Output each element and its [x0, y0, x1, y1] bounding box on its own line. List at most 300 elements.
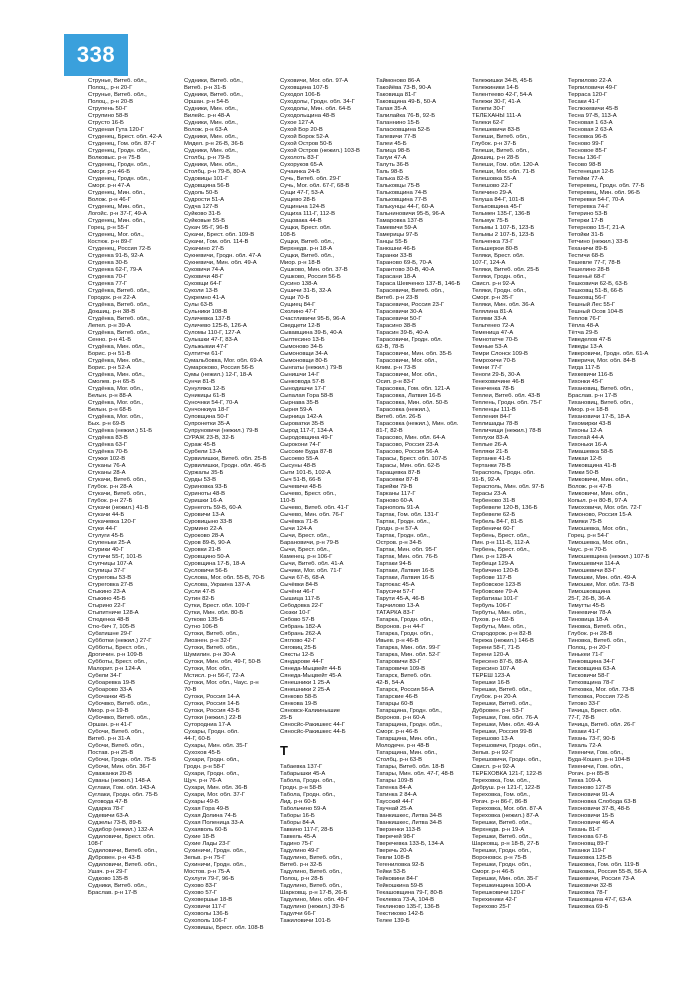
index-entry: Тарнополь 91-А: [376, 505, 420, 511]
index-entry: Телешовка 55-А: [472, 176, 517, 182]
index-entry: Тичица, Брест. обл.: [568, 708, 622, 714]
index-entry: Сущиец 84-Г: [280, 302, 316, 308]
index-entry: Сухохов 45-Б: [184, 750, 221, 756]
index-entry: Осип. р-н 83-Г: [376, 379, 416, 385]
index-entry: Столбц. р-н 63-В: [376, 757, 423, 763]
index-entry: Тихкевичи 116-Б: [568, 372, 614, 378]
index-entry: Тишковщина 47-Г, 63-А: [568, 897, 632, 903]
index-entry: Татарцы 60-В: [376, 701, 414, 707]
index-entry: Сущовака 44-В: [280, 218, 322, 224]
index-entry: Тельмы 1 107-Б, 123-Б: [472, 225, 535, 231]
index-entry: Суслова, Украина 137-А: [184, 582, 251, 588]
index-entry: Сухие 18-В: [184, 834, 215, 840]
index-entry: Тванкишкес, Литва 34-В: [376, 820, 442, 826]
index-entry: Щуч. р-н 76-А: [184, 778, 222, 784]
index-entry: Тиверовичи, Гродн. обл. 61-А: [568, 351, 649, 357]
index-entry: Тихомирки 43-В: [568, 421, 612, 427]
index-entry: Тарасевки 87-В: [376, 477, 419, 483]
index-entry: Табаевка 137-Г: [280, 764, 323, 770]
index-entry: Сушково, Мин. обл. 37-В: [280, 267, 348, 273]
index-entry: Тартак, Мин. обл. 76-Б: [376, 554, 438, 560]
index-entry: Сурмино 22-А: [184, 526, 223, 532]
index-entry: 81-Г, 82-В: [376, 428, 403, 434]
index-entry: Субоаревка 19-В: [88, 680, 135, 686]
index-entry: Теклевка 73-А, 104-В: [376, 897, 435, 903]
index-entry: Тетеревец, Гродн. обл. 77-Б: [568, 183, 645, 189]
index-entry: Темри Слонск 109-В: [472, 351, 528, 357]
index-entry: Судники, Мин. обл.,: [184, 134, 238, 140]
index-entry: Сукачи, Гом. обл. 114-В: [184, 239, 249, 245]
index-entry: Судовщина 56-В: [184, 183, 230, 189]
index-entry: Сутоки, Россия 14-Б: [184, 701, 240, 707]
index-entry: Терешово 13-А: [472, 736, 514, 742]
index-entry: Таласковщина 52-Б: [376, 127, 430, 133]
index-entry: Суковичи 48-Г: [184, 274, 224, 280]
index-entry: Суповщина 50-Г: [184, 414, 229, 420]
index-entry: 44-Г, 60-Б: [184, 736, 211, 742]
index-entry: Рогач. р-н 86-Г, 86-В: [472, 799, 528, 805]
index-entry: Сырнава 35-В: [280, 400, 319, 406]
index-entry: 108-Б: [280, 232, 296, 238]
index-entry: Сморг. р-н 46-Б: [88, 169, 131, 175]
index-entry: Тепляки 21-Б: [472, 449, 509, 455]
index-entry: Сырня 59-А: [280, 407, 313, 413]
index-entry: Суночнки 54-Г, 70-А: [184, 400, 239, 406]
index-entry: Витеб. р-н 23-В: [376, 295, 419, 301]
index-entry: Супронетки 35-А: [184, 421, 230, 427]
index-entry: Тетчино (нежил.) 33-Б: [568, 239, 629, 245]
index-entry: Тертанки 78-В: [472, 463, 511, 469]
index-entry: Сырокони 74-Г: [280, 442, 321, 448]
index-entry: Татинка 2 84-А: [376, 792, 417, 798]
index-entry: Судча 127-В: [184, 204, 219, 210]
index-entry: Талица 98-Б: [376, 148, 411, 154]
index-entry: Студенка 70-Г: [88, 274, 128, 280]
index-entry: Тимошки, Мин. обл. 49-А: [568, 575, 637, 581]
index-entry: Тихоны 12-А: [568, 428, 603, 434]
index-entry: Тереховка, Мог. обл. 87-А: [472, 806, 542, 812]
index-entry: Стыпитниче 128-А: [88, 610, 139, 616]
index-entry: Татары 109-В: [376, 778, 414, 784]
index-entry: Сухая Поленица 33-А: [184, 820, 244, 826]
index-entry: Табарышки 45-А: [280, 771, 326, 777]
index-entry: Сутоки, Витеб. обл.,: [184, 645, 240, 651]
index-entry: Тинькеи 71-Г: [568, 652, 604, 658]
index-entry: Клим. р-н 73-В: [376, 365, 417, 371]
index-entry: Студенец, Мин. обл.,: [88, 190, 146, 196]
index-entry: Тарасовка (нежил.),: [376, 407, 431, 413]
index-entry: Тишковичи 32-В: [568, 883, 613, 889]
index-entry: Студёнка, Витеб. обл.,: [88, 302, 150, 308]
index-entry: Глубок. р-н 37-Б: [472, 141, 517, 147]
index-column-2: [184, 78, 274, 978]
index-entry: Тарасевичи, Россия 23-Г: [376, 302, 445, 308]
index-entry: Сущи 47-Г, 53-А: [280, 190, 324, 196]
index-entry: Тадулино, Витеб. обл.,: [280, 855, 343, 861]
index-entry: Тигда 117-Б: [568, 365, 601, 371]
index-entry: Тихонки 45-Г: [568, 379, 604, 385]
index-entry: Тамевичи 59-А: [376, 225, 417, 231]
index-entry: Субочвко, Витеб. обл.,: [88, 715, 150, 721]
index-entry: Тимошевщина (нежил.) 107-Б: [568, 554, 650, 560]
index-entry: Сморг. р-н 46-Б: [472, 869, 515, 875]
index-entry: Судиловичи, Витеб. обл.,: [88, 848, 158, 854]
index-entry: Терешки, Витеб. обл.,: [472, 701, 532, 707]
index-entry: Тартаки 94-Б: [376, 561, 412, 567]
index-entry: Тальковщина 74-В: [376, 190, 427, 196]
index-entry: Витеб. р-н 32-Б: [280, 862, 323, 868]
index-entry: Тельмен 135-Г, 136-В: [472, 211, 531, 217]
index-entry: Сычево, Мин. обл. 76-Г: [280, 512, 344, 518]
index-entry: Сутки, Мин. обл. 80-Б: [184, 610, 244, 616]
index-entry: Гродн. р-н 58-В: [280, 785, 322, 791]
index-entry: Тиверичи, Мог. обл. 84-В: [568, 358, 636, 364]
index-entry: Студеная Гута 120-Г: [88, 127, 145, 133]
page-number: 338: [76, 42, 116, 67]
index-entry: Сымоновщи 34-А: [280, 351, 328, 357]
index-column-5: [472, 78, 562, 978]
index-entry: Тересино 107-А: [472, 666, 516, 672]
index-entry: Судники, Мин. обл.,: [184, 106, 238, 112]
index-entry: Тадулино, Мин. обл. 49-Г: [280, 897, 349, 903]
index-entry: 77-Г, 78-В: [568, 715, 595, 721]
index-entry: Рогач. р-н 85-В: [568, 771, 610, 777]
index-entry: Стужки 102-В: [88, 456, 126, 462]
index-entry: Стародорож. р-н 82-В: [472, 631, 532, 637]
index-entry: Татарские 46-В: [376, 694, 418, 700]
index-entry: Сянеда-Мыцвейт 44-Б: [280, 666, 342, 672]
index-entry: Тальковщина 77-В: [376, 197, 427, 203]
index-entry: Терешки, Витеб. обл.,: [472, 834, 532, 840]
index-entry: Суховщина 107-Б: [280, 85, 329, 91]
index-entry: Сухлуги 79-Г, 96-Б: [184, 876, 235, 882]
index-entry: Сусино 138-А: [280, 281, 318, 287]
index-entry: Тарасы, Мин. обл. 62-Б: [376, 463, 440, 469]
place-index: [88, 78, 658, 978]
index-entry: 107-Г, 124-А: [472, 260, 506, 266]
index-entry: Сухово 57-Г: [184, 890, 218, 896]
index-entry: Себодовка 22-Г: [280, 603, 324, 609]
index-entry: Тверечь 20-А: [376, 848, 413, 854]
index-entry: Тербуты, Мин. обл.,: [472, 610, 527, 616]
index-entry: Татары, Мин. обл. 47-Г, 48-В: [376, 771, 454, 777]
index-entry: Терасполь, Мин. обл. 97-Б: [472, 484, 545, 490]
index-entry: Студёнка 83-В: [88, 435, 128, 441]
index-entry: Сынишчи 14-Г: [280, 372, 320, 378]
index-entry: Витеб. р-н 31-Б: [184, 85, 227, 91]
index-entry: Тамаровка 137-В: [376, 218, 423, 224]
index-entry: Сукач 95-Г, 96-В: [184, 225, 229, 231]
index-entry: Тихоновичи 91-А: [568, 792, 615, 798]
index-entry: Терешки 16-В: [472, 680, 510, 686]
index-entry: Сысские Буда 87-В: [280, 449, 333, 455]
index-entry: Сычёвка 71-Б: [280, 519, 318, 525]
index-entry: Тарново 60-А: [376, 498, 413, 504]
index-entry: Телуша 84-Г, 101-В: [472, 197, 525, 203]
index-entry: Сяновск-Калиинышие: [280, 708, 341, 714]
index-entry: Тарасани 18-А: [376, 274, 417, 280]
index-entry: Тимкаи 12-Б: [568, 456, 602, 462]
index-entry: Сычики, Мог. обл. 71-Г: [280, 568, 342, 574]
index-entry: Тётча 29-Б: [568, 330, 598, 336]
index-entry: Сукачи, Брест. обл. 109-В: [184, 232, 255, 238]
index-entry: Таймоново 86-А: [376, 78, 421, 84]
index-entry: Тербовское 123-В: [472, 582, 522, 588]
index-entry: Сведцети 12-В: [280, 323, 321, 329]
index-entry: Стукачевка 120-Г: [88, 519, 136, 525]
index-entry: Костюк. р-н 89-Г: [88, 239, 133, 245]
index-entry: Таль 98-Б: [376, 169, 404, 175]
index-entry: Теплые 26-А: [472, 442, 507, 448]
index-entry: Тимошевка, Мог. обл.,: [568, 540, 629, 546]
index-entry: Сывавщина 39-Б, 40-А: [280, 330, 343, 336]
index-entry: Суходолы, Мин. обл. 64-Б: [280, 106, 351, 112]
index-entry: Телялина 81-А: [472, 309, 513, 315]
index-entry: Стуканы 28-А: [88, 470, 126, 476]
index-entry: Белын. р-н 68-Б: [88, 407, 132, 413]
index-entry: Тестенецая 12-Б: [568, 169, 614, 175]
index-entry: Тихоновщ 89-Г: [568, 841, 609, 847]
index-entry: Судевичи 63-А: [88, 813, 129, 819]
index-entry: Тегениловка 92-Б: [376, 862, 425, 868]
index-entry: Тихановиц, Витеб. обл.,: [568, 386, 634, 392]
index-entry: Тенеховичине 46-В: [472, 379, 525, 385]
index-entry: Вилейс. р-н 48-А: [184, 113, 231, 119]
index-entry: Мядел. р-н 26-В, 36-Б: [184, 141, 244, 147]
index-entry: Субботки (нежил.) 27-Г: [88, 638, 152, 644]
index-entry: Сурбели 13-А: [184, 449, 222, 455]
index-entry: Струпино 58-В: [88, 113, 129, 119]
index-entry: Сысоево 55-А: [280, 456, 319, 462]
index-entry: Стю-бич 7, 105-В: [88, 624, 135, 630]
index-entry: Терешковичи 120-Г: [472, 890, 526, 896]
index-entry: Тельмы 2 107-Б, 123-Б: [472, 232, 535, 238]
index-entry: Тиновка, Витеб. обл.,: [568, 624, 627, 630]
index-entry: Тиведы 13-А: [568, 344, 603, 350]
index-entry: Тешелино 28-В: [568, 267, 610, 273]
index-entry: Тереховка, Гом. обл.,: [472, 778, 530, 784]
index-entry: Сычево, Витеб. обл. 41-Г: [280, 505, 349, 511]
index-entry: Тесновка 96-Б: [568, 134, 608, 140]
index-entry: Телечино 29-А: [472, 190, 512, 196]
index-entry: Стырино 22-Г: [88, 603, 126, 609]
index-entry: Студенец, Россия 72-Б: [88, 246, 151, 252]
index-entry: Сысуны 48-В: [280, 463, 316, 469]
index-entry: Сурвилишки, Гродн. обл. 46-Б: [184, 463, 267, 469]
index-entry: Текашовщина 79-Г, 80-В: [376, 890, 443, 896]
index-entry: Тадулино, Витеб. обл.,: [280, 883, 343, 889]
index-entry: Стуреговка 27-В: [88, 582, 133, 588]
index-entry: Судоль 50-Б: [184, 190, 219, 196]
index-entry: Сянкова 19-В: [280, 701, 318, 707]
index-entry: Сухоруков 65-А: [280, 162, 323, 168]
index-entry: Сяглово 42-Г: [280, 638, 316, 644]
index-entry: Терешки, Гродн. обл.,: [472, 862, 532, 868]
index-entry: Сянково 58-Б: [280, 694, 317, 700]
index-entry: Тимошки, Мог. обл. 73-В: [568, 582, 635, 588]
index-entry: Тавкель 45-А: [280, 834, 317, 840]
index-entry: Талилайка 76-В, 92-Б: [376, 113, 436, 119]
index-entry: Теплухи 83-А: [472, 435, 509, 441]
index-entry: Сутково 135-Б: [184, 617, 224, 623]
index-entry: Сульники 108-В: [184, 309, 228, 315]
index-entry: Тартак, Гродн. обл.,: [376, 519, 430, 525]
index-entry: Сяносйс-Ракишкес 44-Б: [280, 729, 346, 735]
index-entry: Терасы 23-А: [472, 491, 507, 497]
index-entry: Браслав. р-н 17-В: [88, 890, 138, 896]
index-entry: Тарантово 30-В, 40-А: [376, 267, 435, 273]
index-entry: Сухиничи, Гродн. обл.,: [184, 862, 246, 868]
index-entry: Дубровен. р-н 53-Г: [472, 708, 524, 714]
index-entry: Тербуты, Мин. обл.,: [472, 624, 527, 630]
index-entry: Субатишне 29-Г: [88, 631, 133, 637]
index-entry: Тельшерюи 80-В: [472, 246, 518, 252]
index-entry: Субочвко, Витеб. обл.,: [88, 701, 150, 707]
index-entry: Тихоновичи 37-В, 48-Б: [568, 806, 630, 812]
index-entry: Оршан. р-н 54-Б: [184, 99, 229, 105]
index-entry: Тарасово, Мин. обл. 64-А: [376, 435, 446, 441]
index-entry: Тесновая 1 63-А: [568, 120, 613, 126]
index-entry: Волож. р-н 63-А: [184, 127, 228, 133]
index-entry: Тербеново 31-В: [472, 498, 516, 504]
index-entry: Зельв. р-н 75-Г: [184, 855, 226, 861]
index-entry: Тартаки, Латвия 16-Б: [376, 568, 435, 574]
index-entry: Тарейки 79-В: [376, 484, 413, 490]
index-entry: Терешки, Витеб. обл.,: [472, 820, 532, 826]
index-entry: Тихань 81-Г: [568, 827, 601, 833]
index-entry: Таланнино 15-Б: [376, 120, 420, 126]
index-entry: Суйковые 55-Б: [184, 218, 226, 224]
index-entry: Субочи, Витеб. обл.,: [88, 743, 145, 749]
index-entry: Терешкинщина 100-А: [472, 883, 531, 889]
index-entry: Сянешники 2 25-А: [280, 687, 331, 693]
index-entry: Студёнка (нежил.) 51-Б: [88, 428, 153, 434]
index-entry: Схолино 47-Г: [280, 309, 317, 315]
index-entry: Суровки 21-В: [184, 547, 221, 553]
index-entry: Субочи, Гродн. обл. 75-Б: [88, 757, 157, 763]
index-entry: Тешковщ 56-Г: [568, 295, 607, 301]
index-entry: Сущки, Витеб. обл.,: [280, 253, 334, 259]
index-entry: Браслав. р-н 17-В: [568, 393, 618, 399]
index-entry: Сухой Остров 50-Б: [280, 141, 333, 147]
index-entry: Терешки, Мин. обл. 35-Г: [472, 876, 539, 882]
index-entry: Теноги 29-Б, 30-А: [472, 372, 521, 378]
index-entry: Ступчицы 107-А: [88, 561, 133, 567]
index-entry: Сутоки, Мог. обл.,: [184, 666, 233, 672]
index-entry: Телентеево 42-Г, 54-А: [472, 92, 533, 98]
index-entry: Миор. р-н 19-В: [88, 708, 129, 714]
index-column-6: [568, 78, 658, 978]
index-entry: Тележиники 14-Б: [472, 85, 519, 91]
index-entry: Таучнай 25-А: [376, 806, 413, 812]
index-entry: Тельтенео 72-А: [472, 323, 515, 329]
index-entry: Сыпалая Гора 58-В: [280, 393, 334, 399]
index-entry: Тавкино 117-Г, 28-Б: [280, 827, 334, 833]
index-entry: Тисковщина 63-А: [568, 666, 616, 672]
index-entry: Пухов. р-н 82-Б: [472, 617, 515, 623]
index-entry: Суважанки 20-В: [88, 771, 132, 777]
index-entry: Судовицы 101-Г: [184, 176, 229, 182]
index-entry: Тишковка 69-Б: [568, 904, 609, 910]
index-entry: Титковка, Россия 72-Б: [568, 694, 629, 700]
index-entry: Табольчино 59-А: [280, 806, 327, 812]
index-entry: Сусловичи 56-Б: [184, 568, 228, 574]
index-entry: Тадулино, Витеб. обл.,: [280, 869, 343, 875]
index-entry: Таборы 16-Б: [280, 813, 315, 819]
index-entry: Тесново 99-Г: [568, 141, 604, 147]
index-entry: Таращевка 87-В: [376, 470, 421, 476]
index-entry: Татарка, Гродн. обл.,: [376, 631, 434, 637]
index-entry: Тешный Осов 104-В: [568, 309, 624, 315]
index-entry: Тимоново, Россия 15-А: [568, 512, 632, 518]
index-entry: Лепел. р-н 39-А: [88, 323, 131, 329]
index-entry: Теляки, Витеб. обл. 25-Б: [472, 267, 540, 273]
index-entry: Сучь, Витеб. обл. 29-Г: [280, 176, 342, 182]
index-entry: Сышица 117-Б: [280, 596, 321, 602]
index-entry: Сухая Долина 74-Б: [184, 813, 237, 819]
index-entry: Тесновое 85-Г: [568, 148, 607, 154]
index-entry: Тейки 53-Б: [376, 869, 406, 875]
index-entry: Сычи, Брест. обл.,: [280, 547, 330, 553]
index-entry: Сухая Гора 49-В: [184, 806, 229, 812]
index-entry: Сутоки, Витеб. обл.,: [184, 631, 240, 637]
index-entry: Тихоновичи 46-А: [568, 820, 615, 826]
index-entry: Сусли 47-В: [184, 589, 215, 595]
index-entry: Талькунцы 44-Г, 60-А: [376, 204, 434, 210]
index-entry: Танцы 55-Б: [376, 239, 408, 245]
index-entry: Тербень, Брест. обл.,: [472, 547, 530, 553]
index-entry: Сычи 124-А: [280, 526, 313, 532]
index-entry: Телешово 22-Г: [472, 183, 513, 189]
index-entry: Табола, Гродн. обл.,: [280, 792, 336, 798]
index-entry: Сунчи 81-В: [184, 379, 215, 385]
index-entry: Тарасовичи, Мог. обл.,: [376, 358, 438, 364]
index-entry: Татарск, Россия 56-А: [376, 687, 434, 693]
index-entry: Тимугты 45-Б: [568, 603, 605, 609]
index-entry: Татарка, Мин. обл. 99-Г: [376, 645, 441, 651]
index-entry: Суколи 13-В: [184, 288, 218, 294]
index-entry: Сыч 51-В, 66-Б: [280, 477, 322, 483]
index-entry: Телеки 62-Г: [472, 120, 505, 126]
index-entry: Титковщина 78-Г: [568, 680, 615, 686]
index-entry: Студенец, Мин. обл.,: [88, 218, 146, 224]
index-entry: Тесновая 2 63-А: [568, 127, 613, 133]
index-entry: Темрохичи 70-Б: [472, 358, 516, 364]
index-entry: Талька 82-Б: [376, 176, 410, 182]
index-entry: Суховолы 136-Б: [184, 911, 229, 917]
index-entry: Теляки, Гродн. обл.,: [472, 288, 527, 294]
index-entry: Сяндарове 44-Г: [280, 659, 324, 665]
index-entry: Телешевичи 83-В: [472, 127, 520, 133]
index-entry: Сычи, Брест. обл.,: [280, 533, 330, 539]
index-entry: Стукачи, Витеб. обл.,: [88, 477, 147, 483]
index-entry: Сутоки, Мог. обл., Чаус. р-н: [184, 680, 259, 686]
index-entry: Стуки 44-Г: [88, 526, 118, 532]
index-entry: Терени 58-Г, 71-Б: [472, 645, 520, 651]
index-entry: Тербовские 79-А: [472, 589, 518, 595]
index-entry: Тесаки 41-Г: [568, 99, 600, 105]
index-entry: Сурвилишки, Витеб. обл. 25-В: [184, 456, 267, 462]
index-entry: Тимковщина 41-В: [568, 463, 617, 469]
index-entry: Суришки 16-А: [184, 498, 223, 504]
index-entry: Таусский 44-Г: [376, 799, 414, 805]
index-entry: Сухари, Мин. обл. 36-В: [184, 785, 248, 791]
index-entry: СУРАЖ 23-В, 32-Б: [184, 435, 235, 441]
index-entry: Татарка, Гродн. обл.,: [376, 617, 434, 623]
index-entry: Тепления 84-Г: [472, 414, 512, 420]
index-entry: Тербевеле 62-Б: [472, 512, 516, 518]
index-entry: Тимошевка, Мог. обл.,: [568, 526, 629, 532]
